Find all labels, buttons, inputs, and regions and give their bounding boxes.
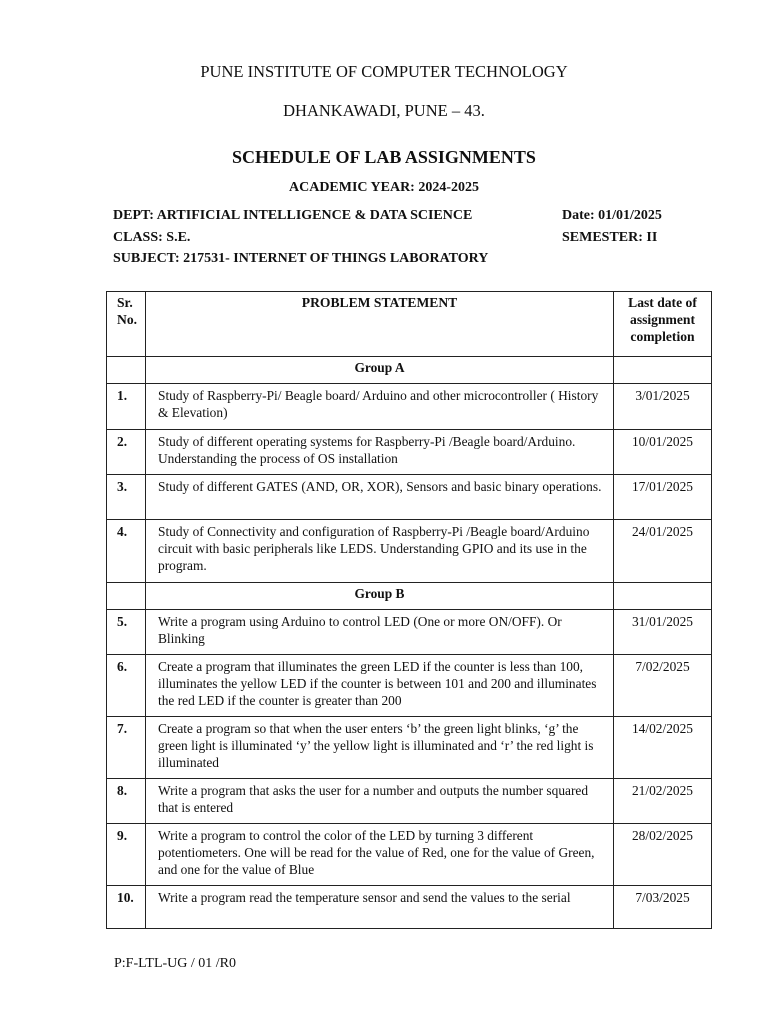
institute-name: PUNE INSTITUTE OF COMPUTER TECHNOLOGY (200, 62, 568, 81)
row-date: 3/01/2025 (614, 384, 712, 430)
table-row (107, 655, 712, 717)
table-row (107, 475, 712, 520)
empty-cell (107, 583, 146, 610)
row-statement: Write a program that asks the user for a number and outputs the number squared that is entered (146, 779, 614, 824)
semester-label: SEMESTER: II (562, 230, 658, 245)
header-date-line3: completion (630, 329, 695, 344)
table-row (107, 384, 712, 430)
row-statement: Study of Connectivity and configuration of Raspberry-Pi /Beagle board/Arduino circuit with basic peripherals like LEDS. Understanding GPIO and its use in the program. (146, 520, 614, 583)
row-sr: 9. (107, 824, 146, 886)
row-sr: 6. (107, 655, 146, 717)
row-sr: 1. (107, 384, 146, 430)
row-statement: Write a program to control the color of the LED by turning 3 different potentiometers. One will be read for the value of Red, one for the value of Green, and one for the value of Blue (146, 824, 614, 886)
group-b-label: Group B (146, 583, 614, 610)
row-statement: Study of different GATES (AND, OR, XOR), Sensors and basic binary operations. (146, 475, 614, 520)
document-title: SCHEDULE OF LAB ASSIGNMENTS (232, 147, 536, 167)
row-sr: 5. (107, 610, 146, 655)
table-row (107, 779, 712, 824)
row-date: 7/02/2025 (614, 655, 712, 717)
row-sr: 10. (107, 886, 146, 929)
row-sr: 3. (107, 475, 146, 520)
header-date-line1: Last date of (628, 295, 697, 310)
row-statement: Write a program read the temperature sensor and send the values to the serial (146, 886, 614, 929)
row-statement: Create a program so that when the user enters ‘b’ the green light blinks, ‘g’ the green light is illuminated ‘y’ the yellow light is illuminated and ‘r’ the red light is illuminated (146, 717, 614, 779)
row-sr: 4. (107, 520, 146, 583)
row-date: 28/02/2025 (614, 824, 712, 886)
header-date-line2: assignment (630, 312, 695, 327)
row-date: 17/01/2025 (614, 475, 712, 520)
form-code-footer: P:F-LTL-UG / 01 /R0 (114, 956, 236, 971)
row-sr: 7. (107, 717, 146, 779)
row-sr: 2. (107, 430, 146, 475)
row-statement: Study of Raspberry-Pi/ Beagle board/ Arduino and other microcontroller ( History & Elevation) (146, 384, 614, 430)
dept-label: DEPT: ARTIFICIAL INTELLIGENCE & DATA SCIENCE (113, 208, 473, 223)
academic-year: ACADEMIC YEAR: 2024-2025 (288, 180, 480, 195)
row-statement: Study of different operating systems for Raspberry-Pi /Beagle board/Arduino. Understanding the process of OS installation (146, 430, 614, 475)
row-date: 31/01/2025 (614, 610, 712, 655)
group-row (107, 357, 712, 384)
row-date: 24/01/2025 (614, 520, 712, 583)
header-sr-line1: Sr. (117, 295, 133, 310)
header-sr-line2: No. (117, 312, 138, 327)
table-row (107, 610, 712, 655)
table-row (107, 430, 712, 475)
institute-address: DHANKAWADI, PUNE – 43. (283, 101, 485, 120)
row-date: 10/01/2025 (614, 430, 712, 475)
table-row (107, 717, 712, 779)
class-label: CLASS: S.E. (113, 230, 191, 245)
empty-cell (107, 357, 146, 384)
row-date: 14/02/2025 (614, 717, 712, 779)
row-sr: 8. (107, 779, 146, 824)
empty-cell (614, 357, 712, 384)
subject-label: SUBJECT: 217531- INTERNET OF THINGS LABORATORY (113, 251, 489, 266)
row-date: 21/02/2025 (614, 779, 712, 824)
table-row (107, 886, 712, 929)
group-a-label: Group A (146, 357, 614, 384)
table-row (107, 824, 712, 886)
date-label: Date: 01/01/2025 (562, 208, 662, 223)
row-statement: Write a program using Arduino to control LED (One or more ON/OFF). Or Blinking (146, 610, 614, 655)
assignment-schedule-table (106, 291, 712, 929)
header-last-date (614, 292, 712, 357)
table-header-row (107, 292, 712, 357)
table-row (107, 520, 712, 583)
row-statement: Create a program that illuminates the green LED if the counter is less than 100, illuminates the yellow LED if the counter is between 101 and 200 and illuminates the red LED if the counter is greater than 200 (146, 655, 614, 717)
row-date: 7/03/2025 (614, 886, 712, 929)
header-sr-no (107, 292, 146, 357)
empty-cell (614, 583, 712, 610)
group-row (107, 583, 712, 610)
header-problem-statement: PROBLEM STATEMENT (146, 292, 614, 357)
